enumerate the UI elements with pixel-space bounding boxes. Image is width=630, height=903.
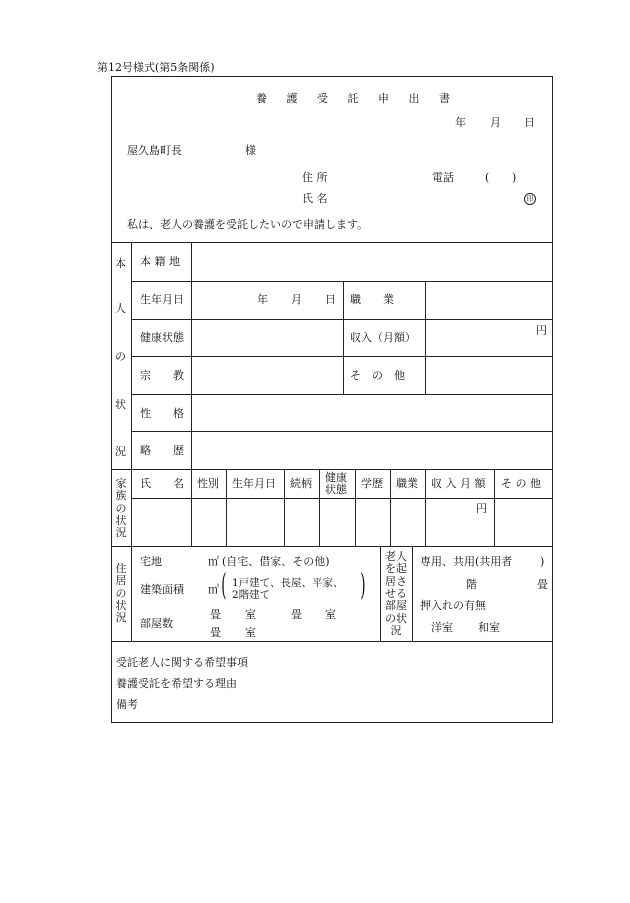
rule — [425, 469, 426, 546]
addressee-suffix: 様 — [245, 144, 256, 157]
self-label-4: 状 — [115, 398, 126, 411]
phone-close: ) — [512, 171, 517, 184]
housing-label-char: 住 — [115, 562, 127, 575]
rooms-room-2: 室 — [325, 608, 336, 621]
housing-label-char: 況 — [115, 611, 127, 625]
rooms-room-3: 室 — [245, 626, 256, 639]
rule — [226, 469, 227, 546]
family-label-char: 族 — [115, 489, 127, 503]
exclusive-shared: 専用、共用(共用者 — [420, 555, 513, 568]
family-header-health-1: 健康 — [325, 471, 347, 484]
date-year: 年 — [455, 116, 466, 129]
family-header-health-2: 状態 — [325, 483, 347, 496]
seal-mark: 印 — [524, 193, 536, 205]
rule — [131, 431, 553, 432]
rule — [425, 281, 426, 394]
elder-room-label-line: の状 — [385, 611, 407, 625]
self-label-5: 況 — [115, 445, 126, 458]
health-label: 健康状態 — [140, 331, 184, 344]
date-day: 日 — [524, 116, 535, 129]
rooms-label: 部屋数 — [140, 617, 173, 630]
occupation-label: 職 業 — [350, 293, 394, 306]
floor-paren-close: ) — [360, 568, 366, 603]
family-header-other: そ の 他 — [501, 477, 541, 490]
reason-label: 養護受託を希望する理由 — [116, 677, 237, 690]
family-label — [114, 478, 128, 540]
family-header-sex: 性別 — [197, 477, 219, 490]
form-number: 第12号様式(第5条関係) — [97, 61, 215, 74]
housing-label — [114, 563, 128, 625]
phone-open: ( — [485, 171, 490, 184]
rule — [319, 469, 320, 546]
family-header-education: 学歴 — [361, 477, 383, 490]
floor-paren-open: ( — [221, 568, 227, 603]
date-month: 月 — [490, 116, 501, 129]
floor-area-sqm: ㎡ — [208, 583, 219, 596]
rule — [131, 356, 553, 357]
rule — [131, 394, 553, 395]
rule — [131, 498, 553, 499]
elder-room-label-line: せる — [385, 586, 407, 600]
rule — [390, 469, 391, 546]
rule — [412, 546, 413, 641]
rule — [131, 281, 553, 282]
lot-label: 宅地 — [140, 555, 162, 568]
family-label-char: 状 — [115, 513, 127, 527]
floor-note-1: 1戸建て、長屋、平家、 — [232, 577, 344, 589]
elder-room-label-line: 老人 — [385, 550, 407, 563]
history-label: 略 歴 — [140, 444, 184, 457]
rule — [111, 469, 553, 470]
name-label: 氏 名 — [302, 192, 328, 205]
rule — [111, 242, 553, 243]
rule — [284, 469, 285, 546]
phone-label: 電話 — [432, 171, 454, 184]
housing-label-char: 居 — [115, 574, 127, 588]
birth-day: 日 — [325, 293, 336, 306]
rooms-tatami-2: 畳 — [291, 608, 302, 621]
family-header-income: 収 入 月 額 — [431, 477, 486, 490]
wishes-label: 受託老人に関する希望事項 — [116, 656, 248, 669]
remarks-label: 備考 — [116, 698, 138, 711]
lot-sqm: ㎡ — [208, 555, 219, 568]
self-label-1: 本 — [115, 257, 126, 270]
elder-room-label-line: 居さ — [385, 574, 407, 588]
rule — [343, 281, 344, 394]
housing-label-char: 状 — [115, 598, 127, 612]
closet-label: 押入れの有無 — [420, 599, 486, 612]
housing-label-char: の — [115, 586, 127, 600]
western-room: 洋室 — [431, 621, 453, 634]
exclusive-close-paren: ) — [540, 555, 545, 568]
registry-label: 本 籍 地 — [140, 255, 180, 268]
self-label-2: 人 — [115, 302, 126, 315]
character-label: 性 格 — [140, 407, 184, 420]
elder-room-label — [383, 551, 409, 637]
address-label: 住 所 — [302, 171, 328, 184]
income-yen: 円 — [536, 324, 547, 337]
elder-room-label-line: を起 — [385, 562, 407, 576]
rule — [131, 319, 553, 320]
japanese-room: 和室 — [478, 621, 500, 634]
rooms-room-1: 室 — [245, 608, 256, 621]
rule — [191, 242, 192, 546]
birth-month: 月 — [291, 293, 302, 306]
application-statement: 私は、老人の養護を受託したいので申請します。 — [127, 218, 369, 231]
floor-area-label: 建築面積 — [140, 583, 184, 596]
elder-room-label-line: 況 — [390, 623, 402, 637]
birth-label: 生年月日 — [140, 293, 184, 306]
religion-label: 宗 教 — [140, 369, 184, 382]
form-title: 養 護 受 託 申 出 書 — [256, 92, 458, 105]
family-income-yen: 円 — [476, 502, 487, 515]
rule — [111, 546, 553, 547]
floor-note-2: 2階建て — [232, 589, 271, 601]
family-header-relation: 続柄 — [290, 477, 312, 490]
other-label: そ の 他 — [350, 369, 405, 382]
rooms-tatami-3: 畳 — [210, 626, 221, 639]
family-label-char: 家 — [115, 477, 127, 490]
rule — [380, 546, 381, 641]
self-label-3: の — [115, 350, 126, 363]
family-header-name: 氏 名 — [140, 477, 184, 490]
rule — [111, 641, 553, 642]
birth-year: 年 — [257, 293, 268, 306]
family-header-occupation: 職業 — [396, 477, 418, 490]
rule — [131, 242, 132, 641]
elder-room-label-line: 部屋 — [385, 599, 407, 613]
addressee-name: 屋久島町長 — [127, 144, 182, 157]
income-label: 収入（月額） — [350, 331, 416, 344]
rule — [494, 469, 495, 546]
family-label-char: の — [115, 501, 127, 515]
lot-note: (自宅、借家、その他) — [222, 555, 330, 568]
rooms-tatami-1: 畳 — [210, 608, 221, 621]
family-label-char: 況 — [115, 526, 127, 540]
floor-tatami: 畳 — [537, 578, 548, 591]
floor-label: 階 — [466, 578, 477, 591]
family-header-birth: 生年月日 — [232, 477, 276, 490]
rule — [355, 469, 356, 546]
